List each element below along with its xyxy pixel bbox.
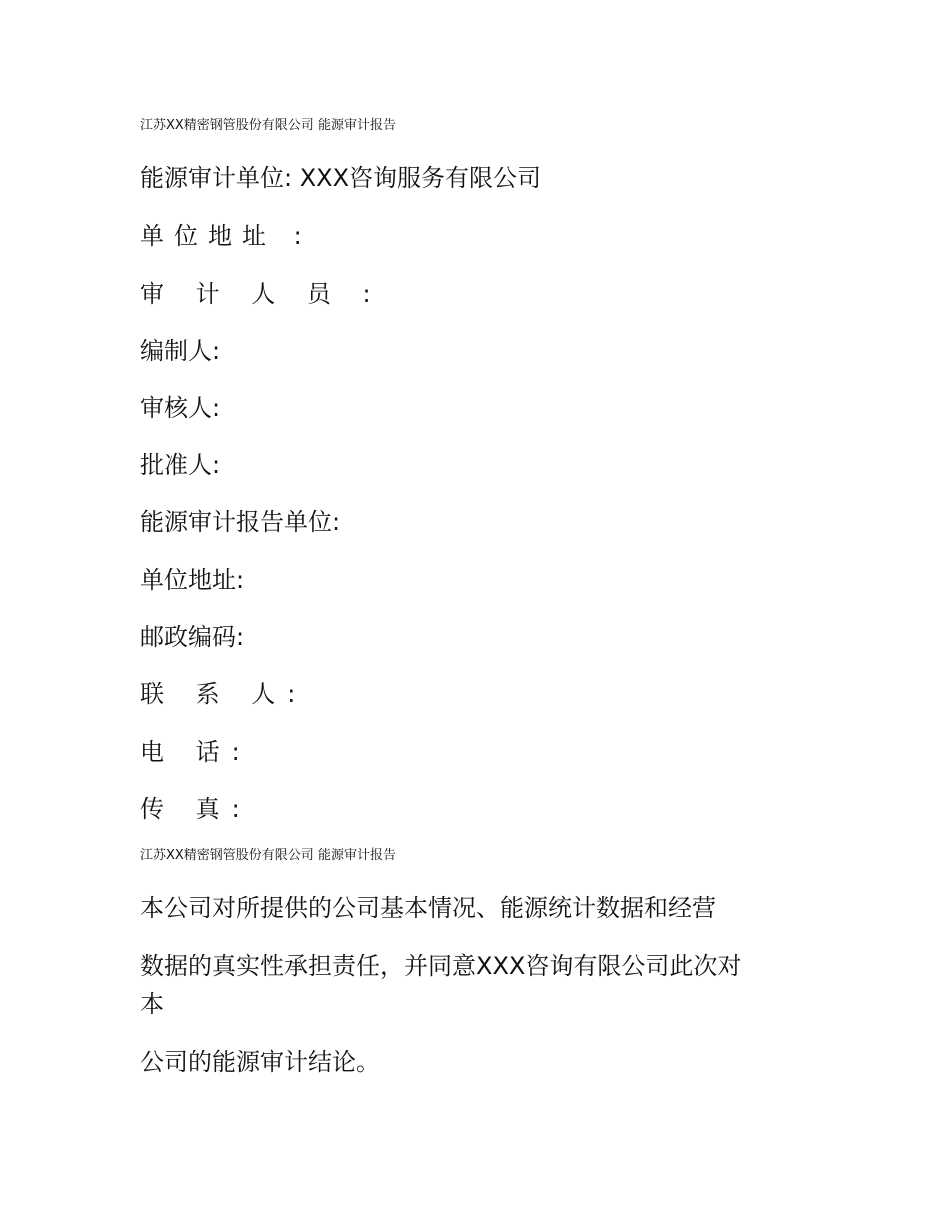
field-report-unit: 能源审计报告单位: [140, 508, 341, 536]
field-fax: 传 真: [140, 795, 252, 823]
statement-line-1: 本公司对所提供的公司基本情况、能源统计数据和经营 [140, 894, 716, 922]
page-header: 江苏XX精密钢管股份有限公司 能源审计报告 [140, 118, 396, 133]
field-phone: 电 话: [140, 738, 252, 766]
field-auditors: 审 计 人 员 : [140, 280, 383, 308]
statement-line-2: 数据的真实性承担责任，并同意XXX咨询有限公司此次对 [140, 952, 742, 980]
field-unit-address: 单位地址 : [140, 222, 312, 250]
field-unit-address-2: 单位地址: [140, 566, 245, 594]
field-postal-code: 邮政编码: [140, 623, 245, 651]
field-audit-unit: 能源审计单位: XXX咨询服务有限公司 [140, 164, 542, 192]
statement-line-4: 公司的能源审计结论。 [140, 1048, 380, 1076]
page-header-2: 江苏XX精密钢管股份有限公司 能源审计报告 [140, 848, 396, 863]
field-approver: 批准人: [140, 451, 221, 479]
statement-line-3: 本 [140, 990, 164, 1018]
field-contact: 联 系 人: [140, 680, 308, 708]
field-compiler: 编制人: [140, 337, 221, 365]
field-reviewer: 审核人: [140, 394, 221, 422]
